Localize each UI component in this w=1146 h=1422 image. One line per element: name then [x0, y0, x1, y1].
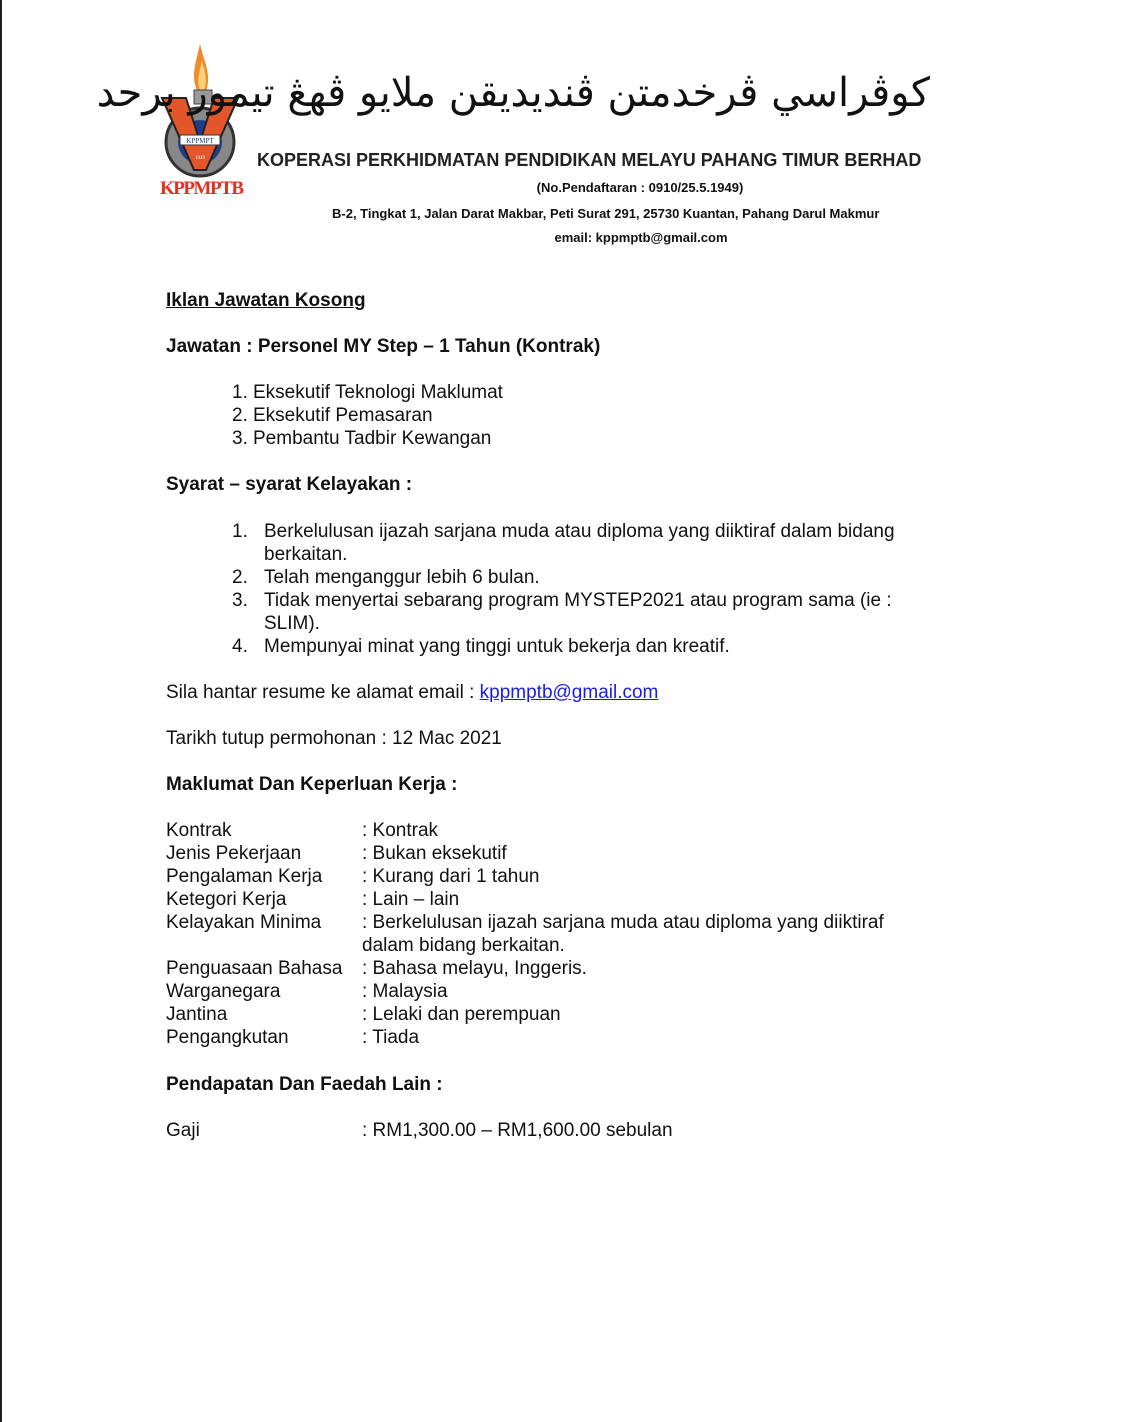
info-row: Pengalaman Kerja : Kurang dari 1 tahun — [166, 866, 540, 887]
salary-row: Gaji : RM1,300.00 – RM1,600.00 sebulan — [166, 1120, 673, 1141]
resume-email-link[interactable]: kppmptb@gmail.com — [479, 682, 659, 703]
list-item: 4. Mempunyai minat yang tinggi untuk bekerja dan kreatif. — [232, 636, 730, 657]
jawi-name: کوڤراسي ڤرخدمتن ڤنديديقن ملايو ڤهڠ تيمور برحد — [96, 70, 930, 116]
list-item: 3. Pembantu Tadbir Kewangan — [232, 428, 492, 449]
info-row: Kontrak : Kontrak — [166, 820, 439, 841]
info-heading: Maklumat Dan Keperluan Kerja : — [166, 774, 458, 795]
svg-text:1949: 1949 — [195, 156, 205, 161]
window-border — [0, 0, 2, 1422]
info-row: Pengangkutan : Tiada — [166, 1027, 420, 1048]
benefits-heading: Pendapatan Dan Faedah Lain : — [166, 1074, 443, 1095]
org-name: KOPERASI PERKHIDMATAN PENDIDIKAN MELAYU PAHANG TIMUR BERHAD — [257, 150, 922, 170]
list-item: 1. Berkelulusan ijazah sarjana muda atau diploma yang diiktiraf dalam bidang berkaitan. — [232, 521, 895, 565]
info-row: Warganegara : Malaysia — [166, 981, 448, 1002]
svg-text:KPPMPTB: KPPMPTB — [160, 178, 244, 199]
doc-title: Iklan Jawatan Kosong — [166, 290, 366, 311]
list-item: 3. Tidak menyertai sebarang program MYSTEP2021 atau program sama (ie : SLIM). — [232, 590, 892, 634]
list-item: 2. Telah menganggur lebih 6 bulan. — [232, 567, 540, 588]
list-item: 1. Eksekutif Teknologi Maklumat — [232, 382, 503, 403]
resume-line: Sila hantar resume ke alamat email : kppmptb@gmail.com — [166, 682, 659, 703]
svg-text:KPPMPT: KPPMPT — [186, 137, 214, 145]
address: B-2, Tingkat 1, Jalan Darat Makbar, Peti Surat 291, 25730 Kuantan, Pahang Darul Makmur — [332, 206, 880, 221]
info-row: Jantina : Lelaki dan perempuan — [166, 1004, 561, 1025]
requirements-heading: Syarat – syarat Kelayakan : — [166, 474, 413, 495]
registration-number: (No.Pendaftaran : 0910/25.5.1949) — [536, 180, 744, 195]
info-row: Kelayakan Minima : Berkelulusan ijazah sarjana muda atau diploma yang diiktiraf dalam bidang berkaitan. — [166, 912, 884, 956]
kppmptb-logo — [158, 42, 248, 202]
info-row: Ketegori Kerja : Lain – lain — [166, 889, 460, 910]
closing-date: Tarikh tutup permohonan : 12 Mac 2021 — [166, 728, 502, 749]
info-table — [166, 819, 922, 1049]
info-row: Penguasaan Bahasa : Bahasa melayu, Inggeris. — [166, 958, 587, 979]
position-heading: Jawatan : Personel MY Step – 1 Tahun (Kontrak) — [166, 336, 601, 357]
header-email: email: kppmptb@gmail.com — [554, 230, 728, 245]
list-item: 2. Eksekutif Pemasaran — [232, 405, 433, 426]
info-row: Jenis Pekerjaan : Bukan eksekutif — [166, 843, 507, 864]
requirements-list — [232, 520, 932, 658]
positions-list — [232, 381, 503, 450]
